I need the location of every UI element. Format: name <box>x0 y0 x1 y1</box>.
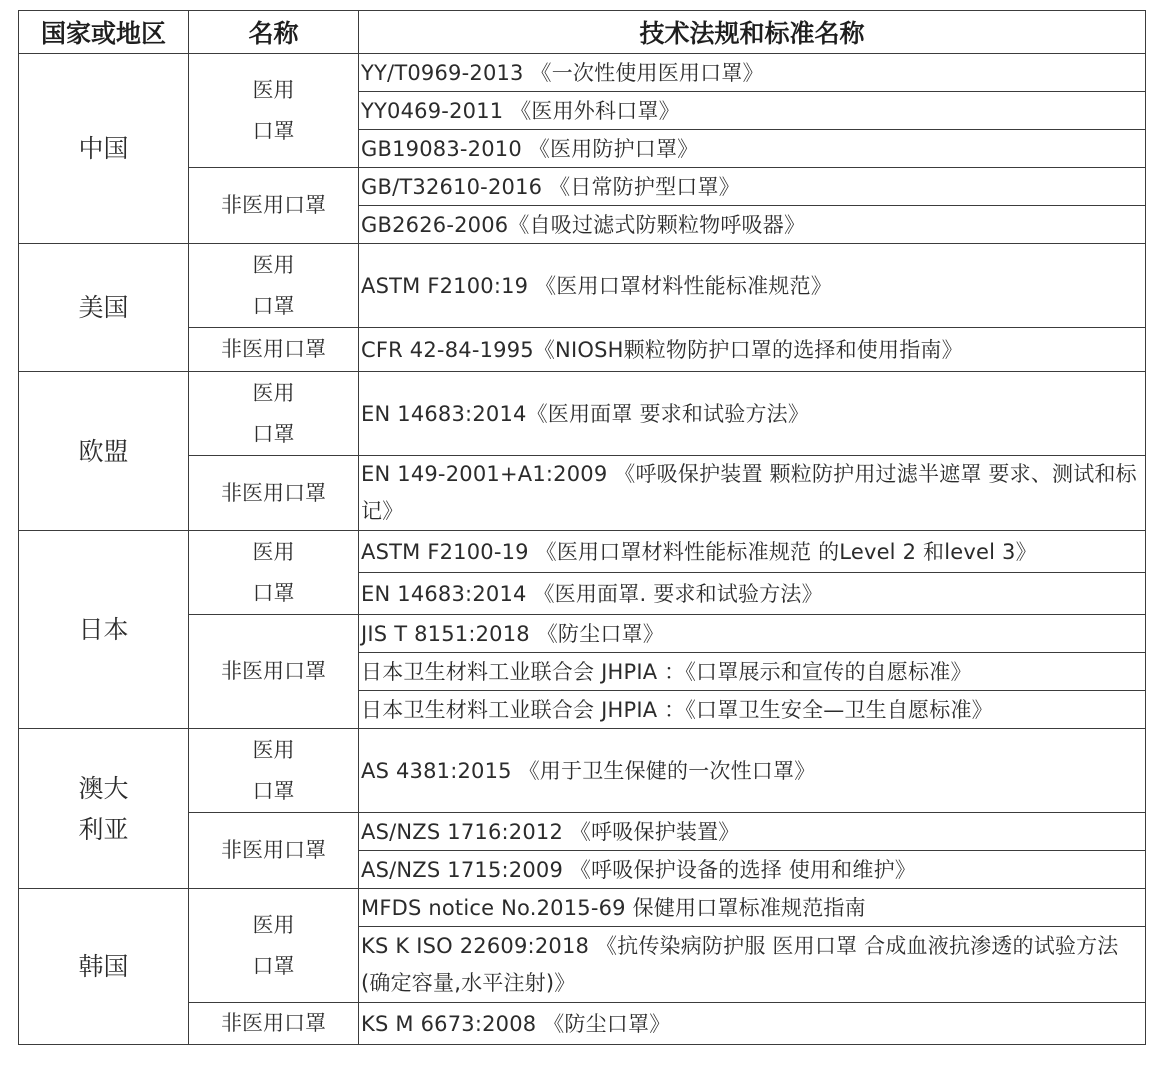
standard-cell: 日本卫生材料工业联合会 JHPIA ：《口罩展示和宣传的自愿标准》 <box>359 653 1146 691</box>
table-row <box>19 615 1146 653</box>
standard-cell: YY0469-2011 《医用外科口罩》 <box>359 92 1146 130</box>
standard-cell: AS/NZS 1715:2009 《呼吸保护设备的选择 使用和维护》 <box>359 851 1146 889</box>
standard-cell: EN 149-2001+A1:2009 《呼吸保护装置 颗粒防护用过滤半遮罩 要求、测试和标记》 <box>359 456 1146 531</box>
standard-cell: EN 14683:2014《医用面罩 要求和试验方法》 <box>359 372 1146 456</box>
standard-cell: AS 4381:2015 《用于卫生保健的一次性口罩》 <box>359 729 1146 813</box>
table-row <box>19 889 1146 927</box>
standard-cell: ASTM F2100-19 《医用口罩材料性能标准规范 的Level 2 和level 3》 <box>359 531 1146 573</box>
category-cell: 医用 口罩 <box>189 729 359 813</box>
country-cell: 中国 <box>19 54 189 244</box>
category-cell: 医用 口罩 <box>189 531 359 615</box>
category-cell: 非医用口罩 <box>189 328 359 372</box>
table-row <box>19 168 1146 206</box>
country-cell: 欧盟 <box>19 372 189 531</box>
standard-cell: MFDS notice No.2015-69 保健用口罩标准规范指南 <box>359 889 1146 927</box>
standard-cell: AS/NZS 1716:2012 《呼吸保护装置》 <box>359 813 1146 851</box>
standard-cell: ASTM F2100:19 《医用口罩材料性能标准规范》 <box>359 244 1146 328</box>
category-cell: 非医用口罩 <box>189 456 359 531</box>
category-cell: 医用 口罩 <box>189 372 359 456</box>
table-row <box>19 328 1146 372</box>
table-row <box>19 244 1146 328</box>
table-row <box>19 456 1146 531</box>
header-country: 国家或地区 <box>19 11 189 54</box>
category-cell: 医用 口罩 <box>189 54 359 168</box>
standard-cell: KS K ISO 22609:2018 《抗传染病防护服 医用口罩 合成血液抗渗透的试验方法(确定容量,水平注射)》 <box>359 927 1146 1003</box>
standard-cell: GB2626-2006《自吸过滤式防颗粒物呼吸器》 <box>359 206 1146 244</box>
standards-table-container <box>18 10 1145 1045</box>
table-header-row <box>19 11 1146 54</box>
table-row <box>19 372 1146 456</box>
table-row <box>19 531 1146 573</box>
category-cell: 非医用口罩 <box>189 1003 359 1045</box>
header-name: 名称 <box>189 11 359 54</box>
standard-cell: GB/T32610-2016 《日常防护型口罩》 <box>359 168 1146 206</box>
table-row <box>19 1003 1146 1045</box>
standard-cell: CFR 42-84-1995《NIOSH颗粒物防护口罩的选择和使用指南》 <box>359 328 1146 372</box>
category-cell: 非医用口罩 <box>189 615 359 729</box>
table-body <box>19 54 1146 1045</box>
standard-cell: 日本卫生材料工业联合会 JHPIA ：《口罩卫生安全—卫生自愿标准》 <box>359 691 1146 729</box>
category-cell: 非医用口罩 <box>189 168 359 244</box>
country-cell: 韩国 <box>19 889 189 1045</box>
standard-cell: EN 14683:2014 《医用面罩. 要求和试验方法》 <box>359 573 1146 615</box>
country-cell: 日本 <box>19 531 189 729</box>
standards-table <box>18 10 1146 1045</box>
category-cell: 非医用口罩 <box>189 813 359 889</box>
category-cell: 医用 口罩 <box>189 244 359 328</box>
category-cell: 医用 口罩 <box>189 889 359 1003</box>
country-cell: 澳大 利亚 <box>19 729 189 889</box>
standard-cell: KS M 6673:2008 《防尘口罩》 <box>359 1003 1146 1045</box>
header-standard: 技术法规和标准名称 <box>359 11 1146 54</box>
country-cell: 美国 <box>19 244 189 372</box>
standard-cell: YY/T0969-2013 《一次性使用医用口罩》 <box>359 54 1146 92</box>
table-row <box>19 729 1146 813</box>
standard-cell: GB19083-2010 《医用防护口罩》 <box>359 130 1146 168</box>
table-row <box>19 54 1146 92</box>
standard-cell: JIS T 8151:2018 《防尘口罩》 <box>359 615 1146 653</box>
table-row <box>19 813 1146 851</box>
